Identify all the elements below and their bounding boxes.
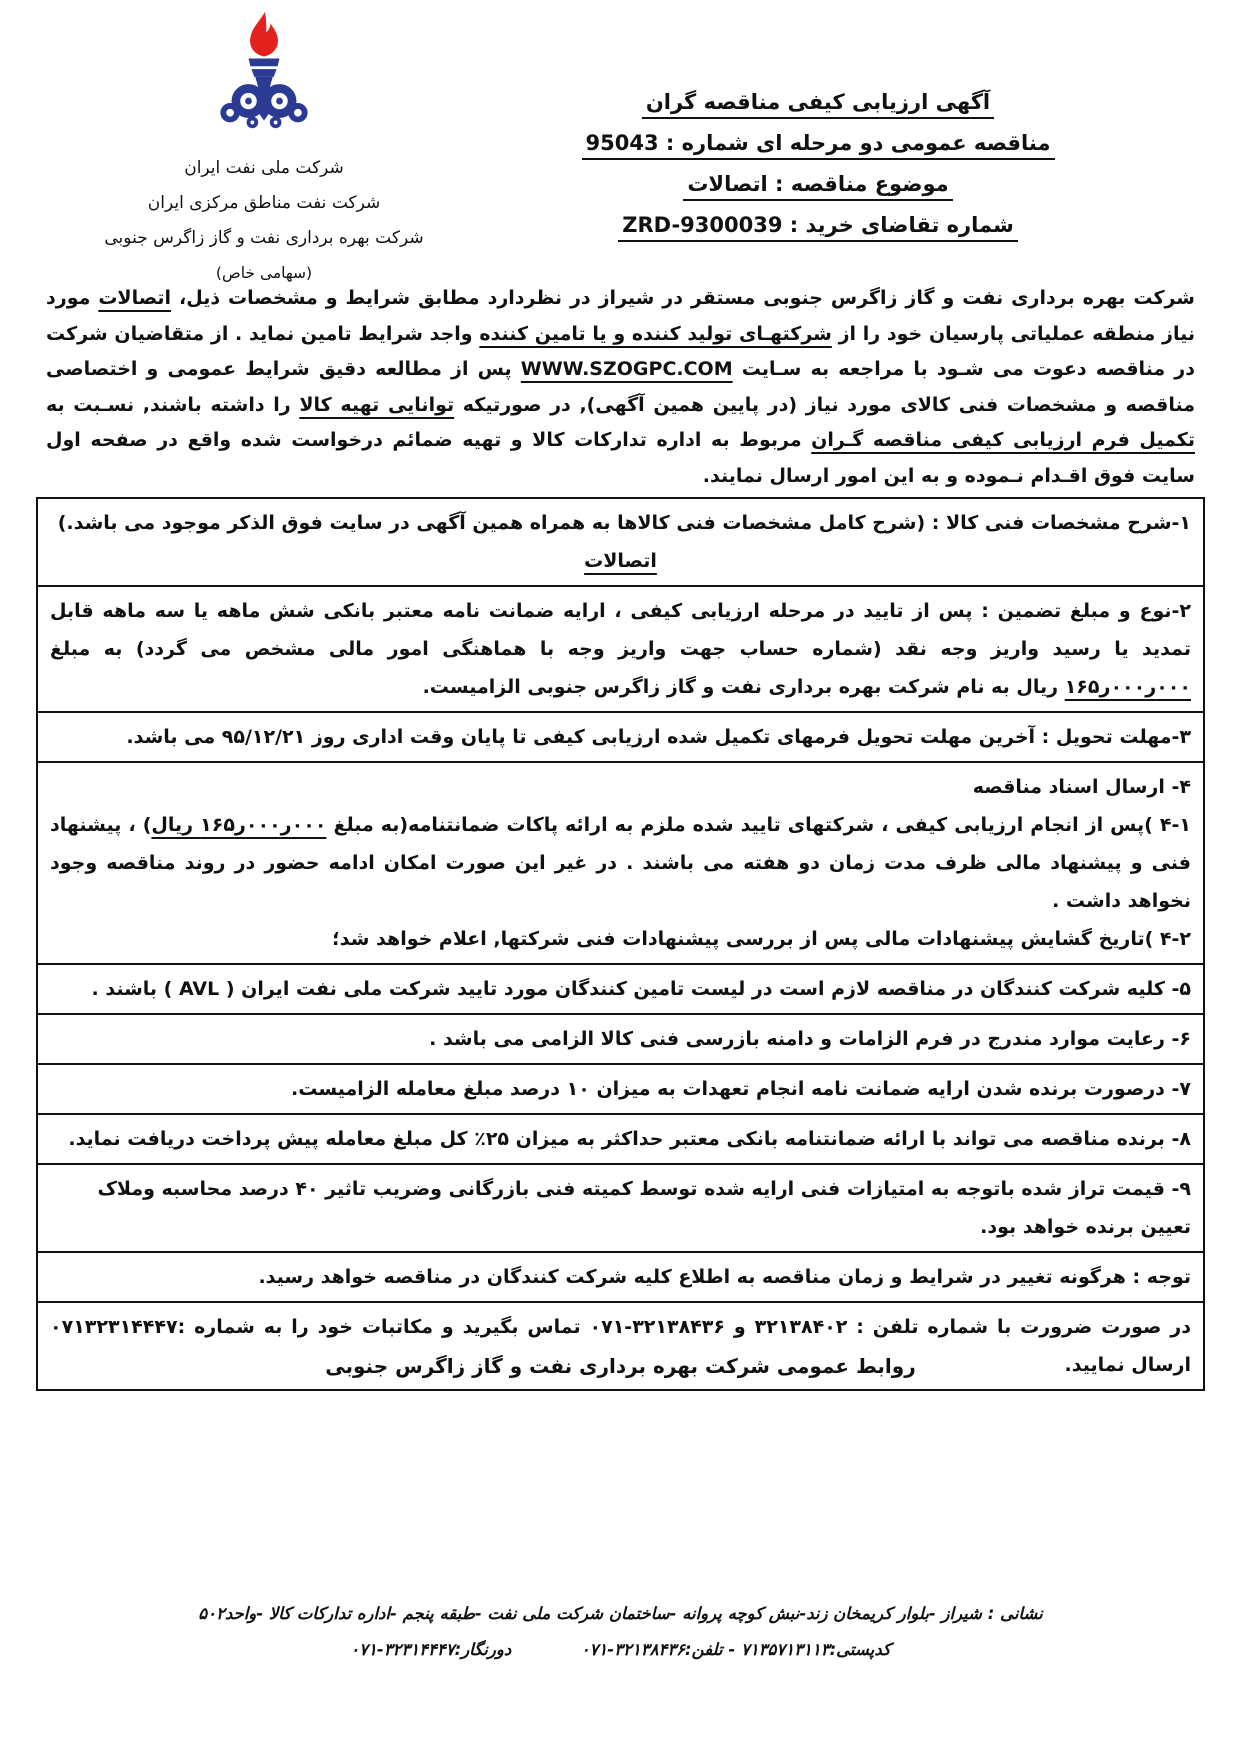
fax-number: دورنگار:۳۲۳۱۴۴۴۷-۰۷۱ [350, 1640, 512, 1659]
address-line-street: نشانی : شیراز -بلوار کریمخان زند-نبش کوچه پروانه -ساختمان شرکت ملی نفت -طبقه پنجم -اداره تدارکات کالا -واحد۵۰۲ [198, 1604, 1043, 1623]
company-name-nioc: شرکت ملی نفت ایران [184, 158, 344, 178]
rule-row-advance-payment [38, 1115, 1203, 1165]
rules-table [36, 497, 1205, 1391]
tender-title-block [558, 90, 1078, 254]
rule-notice-text: توجه : هرگونه تغییر در شرایط و زمان مناقصه به اطلاع کلیه شرکت کنندگان در مناقصه خواهد رسید. [258, 1266, 1191, 1288]
rule-goods-spec-subject: اتصالات [584, 550, 657, 572]
company-name-south-zagros: شرکت بهره برداری نفت و گاز زاگرس جنوبی [104, 228, 424, 248]
tender-subject: موضوع مناقصه : اتصالات [683, 172, 952, 201]
intro-paragraph: شرکت بهره برداری نفت و گاز زاگرس جنوبی مستقر در شیراز در نظردارد مطابق شرایط و مشخصات ذیل، اتصالات مورد نیاز منطقه عملیاتی پارسیان خود را از شرکتهـای تولید کننده و یا تامین کننده واجد شرایط تامین نماید . از متقاضیان شرکت در مناقصه دعوت می شـود با مراجعه به سـایت WWW.SZOGPC.COM پس از مطالعه دقیق شرایط عمومی و اختصاصی مناقصه و مشخصات فنی کالای مورد نیاز (در پایین همین آگهی), در صورتیکه توانایی تهیه کالا را داشته باشند, نسـبت به تکمیل فرم ارزیابی کیفی مناقصه گـران مربوط به اداره تدارکات کالا و تهیه ضمائم درخواست شده واقع در صفحه اول سایت فوق اقـدام نـموده و به این امور ارسال نمایند. [46, 287, 1195, 487]
tender-title-line [558, 90, 1078, 131]
rule-row-deadline [38, 713, 1203, 763]
rule-row-documents [38, 763, 1203, 965]
rule-advance-payment-text: ۸- برنده مناقصه می تواند با ارائه ضمانتنامه بانکی معتبر حداکثر به میزان ۲۵٪ کل مبلغ معامله پیش پرداخت دریافت نماید. [68, 1128, 1191, 1150]
company-block [86, 10, 442, 291]
rule-avl-text: ۵- کلیه شرکت کنندگان در مناقصه لازم است در لیست تامین کنندگان مورد تایید شرکت ملی نفت ایران ( AVL ) باشند . [91, 978, 1191, 1000]
company-name-central-fields: شرکت نفت مناطق مرکزی ایران [147, 193, 381, 213]
tender-number: مناقصه عمومی دو مرحله ای شماره : 95043 [582, 131, 1055, 160]
rule-goods-spec-text: ۱-شرح مشخصات فنی کالا : (شرح کامل مشخصات فنی کالاها به همراه همین آگهی در سایت فوق الذکر موجود می باشد.) [57, 512, 1191, 534]
nioc-flame-torch-logo-icon [220, 10, 308, 134]
rule-documents-heading: ۴- ارسال اسناد مناقصه [972, 776, 1191, 798]
company-type-label: (سهامی خاص) [215, 264, 313, 282]
tender-subject-line [558, 172, 1078, 213]
tender-title: آگهی ارزیابی کیفی مناقصه گران [642, 90, 994, 119]
address-block [0, 1596, 1241, 1668]
rule-documents-item-4-2: ۴-۲ )تاریخ گشایش پیشنهادات مالی پس از بررسی پیشنهادات فنی شرکتها, اعلام خواهد شد؛ [332, 928, 1191, 950]
rule-contact-text: در صورت ضرورت با شماره تلفن : ۳۲۱۳۸۴۰۲ و ۳۲۱۳۸۴۳۶-۰۷۱ تماس بگیرید و مکاتبات خود را به شماره :۰۷۱۳۲۳۱۴۴۴۷ ارسال نمایید. [50, 1316, 1191, 1376]
address-line-contacts [0, 1632, 1241, 1668]
rule-requirements-form-text: ۶- رعایت موارد مندرج در فرم الزامات و دامنه بازرسی فنی کالا الزامی می باشد . [429, 1028, 1191, 1050]
public-relations-signature: روابط عمومی شرکت بهره برداری نفت و گاز زاگرس جنوبی [325, 1354, 916, 1378]
tender-number-line [558, 131, 1078, 172]
logo-wrap [86, 10, 442, 147]
rule-guarantee-text: ۲-نوع و مبلغ تضمین : پس از تایید در مرحله ارزیابی کیفی ، ارایه ضمانت نامه معتبر بانکی شش ماهه یا سه ماهه قابل تمدید یا رسید واریز وجه نقد (شماره حساب جهت واریز وجه با هماهنگی امور مالی مشخص می گردد) به مبلغ ۰۰۰ر۰۰۰ر۱۶۵ ریال به نام شرکت بهره برداری نفت و گاز زاگرس جنوبی الزامیست. [50, 600, 1191, 698]
rule-row-requirements-form [38, 1015, 1203, 1065]
rule-performance-bond-text: ۷- درصورت برنده شدن ارایه ضمانت نامه انجام تعهدات به میزان ۱۰ درصد مبلغ معامله الزامیست. [291, 1078, 1191, 1100]
rule-row-avl [38, 965, 1203, 1015]
rule-deadline-text: ۳-مهلت تحویل : آخرین مهلت تحویل فرمهای تکمیل شده ارزیابی کیفی تا پایان وقت اداری روز ۹۵/۱۲/۲۱ می باشد. [126, 726, 1191, 748]
rule-row-guarantee [38, 587, 1203, 713]
rule-row-notice [38, 1253, 1203, 1303]
postal-code-and-phone: کدپستی:۷۱۳۵۷۱۳۱۱۳ - تلفن:۳۲۱۳۸۴۳۶-۰۷۱ [580, 1640, 891, 1659]
purchase-request-number: شماره تقاضای خرید : ZRD-9300039 [618, 213, 1018, 242]
rule-row-performance-bond [38, 1065, 1203, 1115]
purchase-request-number-line [558, 213, 1078, 254]
rule-documents-item-4-1: ۴-۱ )پس از انجام ارزیابی کیفی ، شرکتهای تایید شده ملزم به ارائه پاکات ضمانتنامه(به مبلغ ۰۰۰ر۰۰۰ر۱۶۵ ریال) ، پیشنهاد فنی و پیشنهاد مالی ظرف مدت زمان دو هفته می باشند . در غیر این صورت امکان ادامه حضور در روند مناقصه وجود نخواهد داشت . [50, 814, 1191, 912]
rule-row-price-evaluation [38, 1165, 1203, 1253]
rule-row-goods-spec [38, 499, 1203, 587]
rule-price-evaluation-text: ۹- قیمت تراز شده باتوجه به امتیازات فنی ارایه شده توسط کمیته فنی بازرگانی وضریب تاثیر ۴۰ درصد محاسبه وملاک تعیین برنده خواهد بود. [97, 1178, 1191, 1238]
